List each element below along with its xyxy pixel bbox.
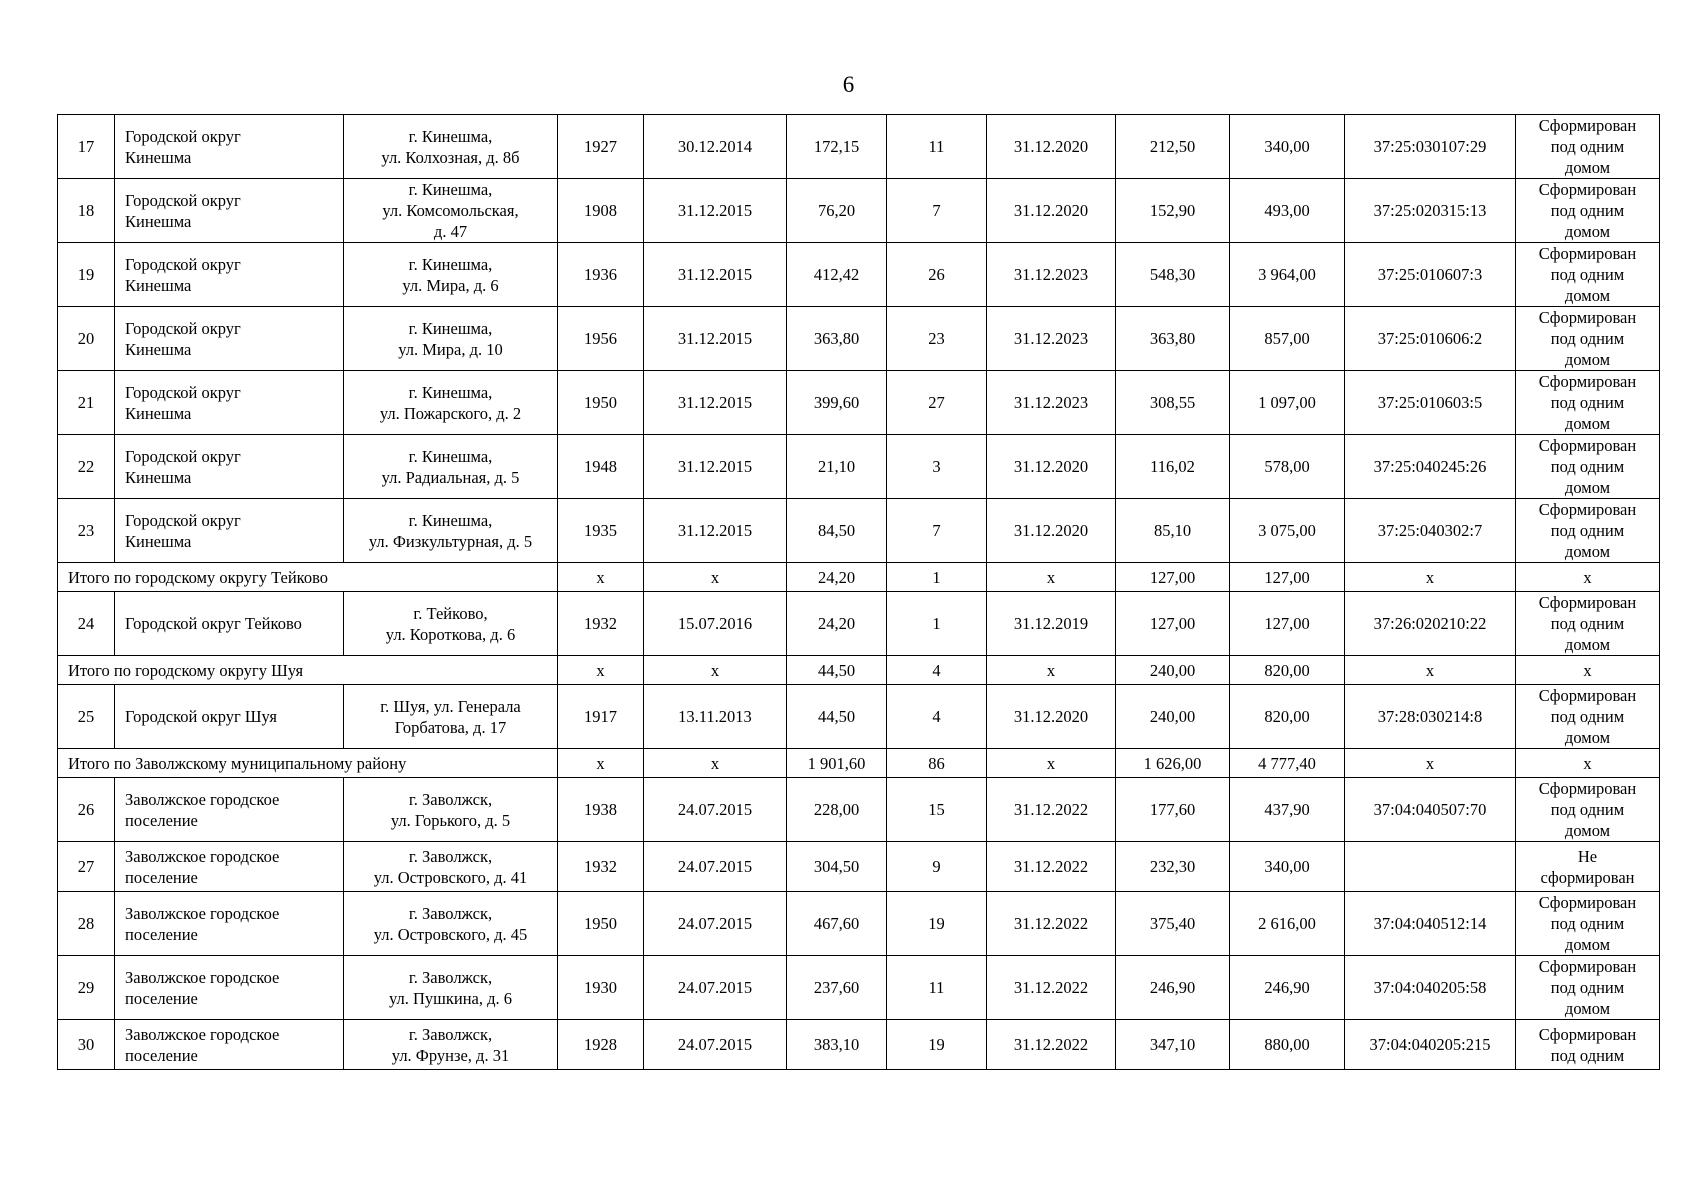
subtotal-label: Итого по Заволжскому муниципальному району	[58, 749, 558, 778]
relocation-date-cell: 31.12.2022	[987, 956, 1116, 1020]
subtotal-build-year: x	[558, 749, 644, 778]
planned-area-cell: 363,80	[1116, 307, 1230, 371]
land-status-cell: Сформирован под одним	[1516, 1020, 1660, 1070]
table-row	[58, 1020, 1660, 1070]
relocation-date-cell: 31.12.2022	[987, 1020, 1116, 1070]
subtotal-cadastral-number: x	[1345, 563, 1516, 592]
residents-cell: 15	[887, 778, 987, 842]
address-cell: г. Тейково, ул. Короткова, д. 6	[344, 592, 558, 656]
municipality-cell: Городской округ Кинешма	[115, 435, 344, 499]
relocation-date-cell: 31.12.2020	[987, 685, 1116, 749]
cadastral-number-cell	[1345, 842, 1516, 892]
area-cell: 383,10	[787, 1020, 887, 1070]
table-row	[58, 115, 1660, 179]
municipality-cell: Заволжское городское поселение	[115, 892, 344, 956]
table-row	[58, 307, 1660, 371]
subtotal-residents: 86	[887, 749, 987, 778]
residents-cell: 3	[887, 435, 987, 499]
land-status-cell: Сформирован под одним домом	[1516, 778, 1660, 842]
land-status-cell: Сформирован под одним домом	[1516, 892, 1660, 956]
recognition-date-cell: 15.07.2016	[644, 592, 787, 656]
area-cell: 237,60	[787, 956, 887, 1020]
subtotal-recognition-date: x	[644, 563, 787, 592]
cadastral-number-cell: 37:25:040302:7	[1345, 499, 1516, 563]
row-number-cell: 18	[58, 179, 115, 243]
subtotal-recognition-date: x	[644, 656, 787, 685]
row-number-cell: 23	[58, 499, 115, 563]
residents-cell: 9	[887, 842, 987, 892]
address-cell: г. Кинешма, ул. Радиальная, д. 5	[344, 435, 558, 499]
subtotal-residents: 1	[887, 563, 987, 592]
land-status-cell: Сформирован под одним домом	[1516, 435, 1660, 499]
subtotal-cadastral-number: x	[1345, 749, 1516, 778]
subtotal-planned-area: 1 626,00	[1116, 749, 1230, 778]
table-row	[58, 842, 1660, 892]
address-cell: г. Заволжск, ул. Островского, д. 45	[344, 892, 558, 956]
cadastral-number-cell: 37:25:010607:3	[1345, 243, 1516, 307]
municipality-cell: Заволжское городское поселение	[115, 956, 344, 1020]
area-cell: 21,10	[787, 435, 887, 499]
recognition-date-cell: 31.12.2015	[644, 499, 787, 563]
area-cell: 76,20	[787, 179, 887, 243]
land-area-cell: 127,00	[1230, 592, 1345, 656]
address-cell: г. Заволжск, ул. Фрунзе, д. 31	[344, 1020, 558, 1070]
relocation-date-cell: 31.12.2022	[987, 778, 1116, 842]
cadastral-number-cell: 37:04:040512:14	[1345, 892, 1516, 956]
land-area-cell: 2 616,00	[1230, 892, 1345, 956]
cadastral-number-cell: 37:26:020210:22	[1345, 592, 1516, 656]
land-area-cell: 578,00	[1230, 435, 1345, 499]
row-number-cell: 24	[58, 592, 115, 656]
cadastral-number-cell: 37:25:030107:29	[1345, 115, 1516, 179]
area-cell: 304,50	[787, 842, 887, 892]
cadastral-number-cell: 37:25:010606:2	[1345, 307, 1516, 371]
subtotal-land-area: 127,00	[1230, 563, 1345, 592]
residents-cell: 26	[887, 243, 987, 307]
land-status-cell: Сформирован под одним домом	[1516, 956, 1660, 1020]
subtotal-area: 44,50	[787, 656, 887, 685]
residents-cell: 23	[887, 307, 987, 371]
planned-area-cell: 127,00	[1116, 592, 1230, 656]
subtotal-row	[58, 749, 1660, 778]
relocation-date-cell: 31.12.2023	[987, 243, 1116, 307]
area-cell: 467,60	[787, 892, 887, 956]
relocation-date-cell: 31.12.2020	[987, 499, 1116, 563]
subtotal-build-year: x	[558, 563, 644, 592]
row-number-cell: 19	[58, 243, 115, 307]
table-row	[58, 243, 1660, 307]
housing-registry-table	[57, 114, 1660, 1070]
planned-area-cell: 246,90	[1116, 956, 1230, 1020]
recognition-date-cell: 31.12.2015	[644, 307, 787, 371]
planned-area-cell: 85,10	[1116, 499, 1230, 563]
residents-cell: 7	[887, 499, 987, 563]
subtotal-area: 1 901,60	[787, 749, 887, 778]
relocation-date-cell: 31.12.2022	[987, 892, 1116, 956]
land-status-cell: Сформирован под одним домом	[1516, 307, 1660, 371]
recognition-date-cell: 24.07.2015	[644, 778, 787, 842]
planned-area-cell: 375,40	[1116, 892, 1230, 956]
relocation-date-cell: 31.12.2020	[987, 179, 1116, 243]
residents-cell: 27	[887, 371, 987, 435]
address-cell: г. Заволжск, ул. Горького, д. 5	[344, 778, 558, 842]
land-area-cell: 1 097,00	[1230, 371, 1345, 435]
land-area-cell: 857,00	[1230, 307, 1345, 371]
build-year-cell: 1928	[558, 1020, 644, 1070]
recognition-date-cell: 31.12.2015	[644, 371, 787, 435]
recognition-date-cell: 31.12.2015	[644, 243, 787, 307]
page-number: 6	[842, 72, 855, 97]
table-row	[58, 892, 1660, 956]
subtotal-label: Итого по городскому округу Тейково	[58, 563, 558, 592]
municipality-cell: Городской округ Кинешма	[115, 499, 344, 563]
build-year-cell: 1948	[558, 435, 644, 499]
land-area-cell: 246,90	[1230, 956, 1345, 1020]
build-year-cell: 1908	[558, 179, 644, 243]
recognition-date-cell: 24.07.2015	[644, 892, 787, 956]
residents-cell: 19	[887, 892, 987, 956]
planned-area-cell: 347,10	[1116, 1020, 1230, 1070]
recognition-date-cell: 24.07.2015	[644, 1020, 787, 1070]
subtotal-relocation-date: x	[987, 563, 1116, 592]
residents-cell: 4	[887, 685, 987, 749]
planned-area-cell: 212,50	[1116, 115, 1230, 179]
subtotal-cadastral-number: x	[1345, 656, 1516, 685]
subtotal-planned-area: 127,00	[1116, 563, 1230, 592]
planned-area-cell: 116,02	[1116, 435, 1230, 499]
area-cell: 412,42	[787, 243, 887, 307]
land-status-cell: Не сформирован	[1516, 842, 1660, 892]
build-year-cell: 1938	[558, 778, 644, 842]
subtotal-planned-area: 240,00	[1116, 656, 1230, 685]
cadastral-number-cell: 37:25:010603:5	[1345, 371, 1516, 435]
land-status-cell: Сформирован под одним домом	[1516, 499, 1660, 563]
relocation-date-cell: 31.12.2020	[987, 435, 1116, 499]
row-number-cell: 26	[58, 778, 115, 842]
row-number-cell: 20	[58, 307, 115, 371]
land-status-cell: Сформирован под одним домом	[1516, 592, 1660, 656]
relocation-date-cell: 31.12.2019	[987, 592, 1116, 656]
subtotal-row	[58, 656, 1660, 685]
table-row	[58, 685, 1660, 749]
address-cell: г. Шуя, ул. Генерала Горбатова, д. 17	[344, 685, 558, 749]
cadastral-number-cell: 37:04:040205:58	[1345, 956, 1516, 1020]
address-cell: г. Заволжск, ул. Островского, д. 41	[344, 842, 558, 892]
build-year-cell: 1930	[558, 956, 644, 1020]
municipality-cell: Городской округ Кинешма	[115, 243, 344, 307]
relocation-date-cell: 31.12.2020	[987, 115, 1116, 179]
build-year-cell: 1932	[558, 592, 644, 656]
relocation-date-cell: 31.12.2023	[987, 371, 1116, 435]
planned-area-cell: 177,60	[1116, 778, 1230, 842]
area-cell: 228,00	[787, 778, 887, 842]
residents-cell: 11	[887, 956, 987, 1020]
row-number-cell: 29	[58, 956, 115, 1020]
land-status-cell: Сформирован под одним домом	[1516, 243, 1660, 307]
row-number-cell: 17	[58, 115, 115, 179]
municipality-cell: Городской округ Кинешма	[115, 307, 344, 371]
subtotal-land-status: x	[1516, 563, 1660, 592]
build-year-cell: 1917	[558, 685, 644, 749]
table-row	[58, 778, 1660, 842]
residents-cell: 7	[887, 179, 987, 243]
land-area-cell: 340,00	[1230, 115, 1345, 179]
row-number-cell: 22	[58, 435, 115, 499]
relocation-date-cell: 31.12.2023	[987, 307, 1116, 371]
address-cell: г. Кинешма, ул. Мира, д. 10	[344, 307, 558, 371]
table-row	[58, 179, 1660, 243]
land-area-cell: 820,00	[1230, 685, 1345, 749]
subtotal-relocation-date: x	[987, 656, 1116, 685]
row-number-cell: 30	[58, 1020, 115, 1070]
address-cell: г. Кинешма, ул. Комсомольская, д. 47	[344, 179, 558, 243]
land-area-cell: 3 075,00	[1230, 499, 1345, 563]
land-status-cell: Сформирован под одним домом	[1516, 685, 1660, 749]
build-year-cell: 1936	[558, 243, 644, 307]
area-cell: 44,50	[787, 685, 887, 749]
build-year-cell: 1935	[558, 499, 644, 563]
table-row	[58, 499, 1660, 563]
land-area-cell: 493,00	[1230, 179, 1345, 243]
planned-area-cell: 548,30	[1116, 243, 1230, 307]
subtotal-build-year: x	[558, 656, 644, 685]
subtotal-land-status: x	[1516, 656, 1660, 685]
table-row	[58, 435, 1660, 499]
land-status-cell: Сформирован под одним домом	[1516, 179, 1660, 243]
cadastral-number-cell: 37:04:040507:70	[1345, 778, 1516, 842]
planned-area-cell: 240,00	[1116, 685, 1230, 749]
area-cell: 399,60	[787, 371, 887, 435]
cadastral-number-cell: 37:25:020315:13	[1345, 179, 1516, 243]
land-area-cell: 3 964,00	[1230, 243, 1345, 307]
municipality-cell: Городской округ Кинешма	[115, 371, 344, 435]
address-cell: г. Кинешма, ул. Пожарского, д. 2	[344, 371, 558, 435]
land-area-cell: 437,90	[1230, 778, 1345, 842]
build-year-cell: 1932	[558, 842, 644, 892]
subtotal-residents: 4	[887, 656, 987, 685]
subtotal-relocation-date: x	[987, 749, 1116, 778]
subtotal-row	[58, 563, 1660, 592]
row-number-cell: 21	[58, 371, 115, 435]
row-number-cell: 25	[58, 685, 115, 749]
recognition-date-cell: 31.12.2015	[644, 435, 787, 499]
land-status-cell: Сформирован под одним домом	[1516, 371, 1660, 435]
residents-cell: 1	[887, 592, 987, 656]
recognition-date-cell: 24.07.2015	[644, 842, 787, 892]
recognition-date-cell: 30.12.2014	[644, 115, 787, 179]
build-year-cell: 1927	[558, 115, 644, 179]
address-cell: г. Кинешма, ул. Колхозная, д. 8б	[344, 115, 558, 179]
recognition-date-cell: 24.07.2015	[644, 956, 787, 1020]
recognition-date-cell: 31.12.2015	[644, 179, 787, 243]
build-year-cell: 1950	[558, 371, 644, 435]
subtotal-land-area: 4 777,40	[1230, 749, 1345, 778]
planned-area-cell: 152,90	[1116, 179, 1230, 243]
address-cell: г. Заволжск, ул. Пушкина, д. 6	[344, 956, 558, 1020]
municipality-cell: Городской округ Тейково	[115, 592, 344, 656]
address-cell: г. Кинешма, ул. Физкультурная, д. 5	[344, 499, 558, 563]
land-status-cell: Сформирован под одним домом	[1516, 115, 1660, 179]
cadastral-number-cell: 37:25:040245:26	[1345, 435, 1516, 499]
land-area-cell: 880,00	[1230, 1020, 1345, 1070]
municipality-cell: Заволжское городское поселение	[115, 842, 344, 892]
table-row	[58, 592, 1660, 656]
municipality-cell: Заволжское городское поселение	[115, 1020, 344, 1070]
table-row	[58, 371, 1660, 435]
area-cell: 84,50	[787, 499, 887, 563]
municipality-cell: Городской округ Шуя	[115, 685, 344, 749]
municipality-cell: Городской округ Кинешма	[115, 115, 344, 179]
land-area-cell: 340,00	[1230, 842, 1345, 892]
residents-cell: 19	[887, 1020, 987, 1070]
area-cell: 24,20	[787, 592, 887, 656]
row-number-cell: 28	[58, 892, 115, 956]
recognition-date-cell: 13.11.2013	[644, 685, 787, 749]
build-year-cell: 1950	[558, 892, 644, 956]
address-cell: г. Кинешма, ул. Мира, д. 6	[344, 243, 558, 307]
cadastral-number-cell: 37:28:030214:8	[1345, 685, 1516, 749]
relocation-date-cell: 31.12.2022	[987, 842, 1116, 892]
subtotal-recognition-date: x	[644, 749, 787, 778]
table-row	[58, 956, 1660, 1020]
municipality-cell: Городской округ Кинешма	[115, 179, 344, 243]
planned-area-cell: 308,55	[1116, 371, 1230, 435]
build-year-cell: 1956	[558, 307, 644, 371]
planned-area-cell: 232,30	[1116, 842, 1230, 892]
area-cell: 172,15	[787, 115, 887, 179]
residents-cell: 11	[887, 115, 987, 179]
subtotal-label: Итого по городскому округу Шуя	[58, 656, 558, 685]
subtotal-land-area: 820,00	[1230, 656, 1345, 685]
subtotal-land-status: x	[1516, 749, 1660, 778]
cadastral-number-cell: 37:04:040205:215	[1345, 1020, 1516, 1070]
row-number-cell: 27	[58, 842, 115, 892]
area-cell: 363,80	[787, 307, 887, 371]
subtotal-area: 24,20	[787, 563, 887, 592]
municipality-cell: Заволжское городское поселение	[115, 778, 344, 842]
